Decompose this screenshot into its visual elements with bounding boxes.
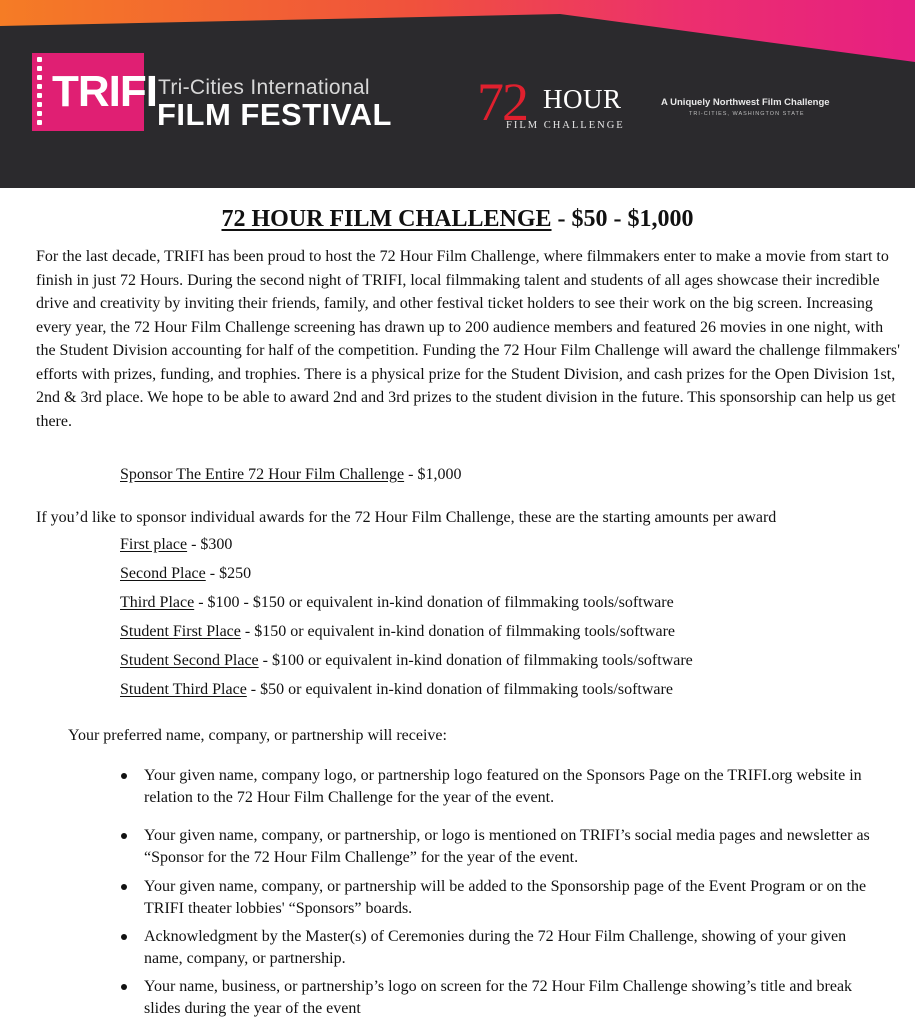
award-detail: - $100 or equivalent in-kind donation of filmmaking tools/software: [258, 652, 693, 669]
award-line: [120, 680, 673, 700]
award-line: [120, 622, 675, 642]
award-detail: - $300: [187, 536, 233, 553]
page-title-price: - $50 - $1,000: [551, 206, 694, 232]
entire-sponsorship-line: [120, 465, 461, 485]
benefits-intro: Your preferred name, company, or partnership will receive:: [68, 727, 447, 744]
bullet-icon: [121, 984, 127, 990]
tagline-location: TRI-CITIES, WASHINGTON STATE: [689, 111, 805, 117]
challenge-logo-number: 72: [477, 72, 527, 132]
award-detail: - $50 or equivalent in-kind donation of filmmaking tools/software: [246, 681, 673, 698]
award-label: First place: [120, 536, 188, 553]
entire-sponsorship-amount: - $1,000: [404, 466, 462, 483]
benefit-text: Your given name, company, or partnership will be added to the Sponsorship page of the Event Program or on the TRIFI theater lobbies' “Sponsors” boards.: [144, 878, 867, 917]
trifi-logo-text: TRIFI: [52, 67, 157, 116]
list-item: [120, 825, 880, 869]
individual-awards-intro: If you’d like to sponsor individual awards for the 72 Hour Film Challenge, these are the starting amounts per award: [36, 509, 777, 526]
challenge-logo-subtitle: FILM CHALLENGE: [506, 120, 625, 131]
bullet-icon: [121, 934, 127, 940]
award-detail: - $100 - $150 or equivalent in-kind donation of filmmaking tools/software: [194, 594, 674, 611]
bullet-icon: [121, 833, 127, 839]
header-banner: [0, 0, 915, 188]
award-label: Student Second Place: [120, 652, 259, 669]
award-line: [120, 593, 674, 613]
benefit-text: Your given name, company, or partnership, or logo is mentioned on TRIFI’s social media pages and newsletter as “Sponsor for the 72 Hour Film Challenge” for the year of the event.: [144, 827, 870, 866]
benefits-list: [120, 825, 880, 869]
benefits-list: [120, 876, 880, 920]
list-item: [120, 876, 880, 920]
list-item: [120, 976, 880, 1020]
list-item: [120, 926, 880, 970]
award-line: [120, 651, 693, 671]
award-detail: - $150 or equivalent in-kind donation of filmmaking tools/software: [240, 623, 676, 640]
benefits-list: [120, 765, 880, 809]
page-title: [0, 204, 915, 234]
film-perforation-icon: [37, 57, 43, 129]
benefit-text: Your given name, company logo, or partnership logo featured on the Sponsors Page on the TRIFI.org website in relation to the 72 Hour Film Challenge for the year of the event.: [144, 767, 862, 806]
award-detail: - $250: [205, 565, 252, 582]
award-line: [120, 564, 251, 584]
intro-paragraph: For the last decade, TRIFI has been proud to host the 72 Hour Film Challenge, where filmmakers enter to make a movie from start to finish in just 72 Hours. During the second night of TRIFI, local filmmaking talent and students of all ages showcase their incredible drive and creativity by inviting their friends, family, and other festival ticket holders to see their work on the big screen. Increasing every year, the 72 Hour Film Challenge screening has drawn up to 200 audience members and featured 26 movies in one night, with the Student Division accounting for half of the competition. Funding the 72 Hour Film Challenge will award the challenge filmmakers' efforts with prizes, funding, and trophies. There is a physical prize for the Student Division, and cash prizes for the Open Division 1st, 2nd & 3rd place. We hope to be able to award 2nd and 3rd prizes to the student division in the future. This sponsorship can help us get there.: [36, 248, 901, 430]
award-label: Student Third Place: [120, 681, 247, 698]
benefit-text: Your name, business, or partnership’s logo on screen for the 72 Hour Film Challenge showing’s title and break slides during the year of the event: [144, 978, 853, 1017]
bullet-icon: [121, 884, 127, 890]
award-label: Third Place: [120, 594, 195, 611]
list-item: [120, 765, 880, 809]
benefits-list: [120, 976, 880, 1020]
festival-name-line2: FILM FESTIVAL: [157, 97, 392, 132]
festival-name-line1: Tri-Cities International: [158, 76, 370, 99]
trifi-logo: [32, 53, 157, 131]
benefits-list: [120, 926, 880, 970]
benefit-text: Acknowledgment by the Master(s) of Ceremonies during the 72 Hour Film Challenge, showing of your given name, company, or partnership.: [144, 928, 847, 967]
challenge-logo-hour: HOUR: [543, 84, 622, 114]
award-line: [120, 535, 232, 555]
entire-sponsorship-label: Sponsor The Entire 72 Hour Film Challenge: [120, 466, 405, 483]
tagline: A Uniquely Northwest Film Challenge: [661, 97, 830, 108]
bullet-icon: [121, 773, 127, 779]
award-label: Student First Place: [120, 623, 241, 640]
page-title-main: 72 HOUR FILM CHALLENGE: [221, 206, 552, 232]
award-label: Second Place: [120, 565, 206, 582]
